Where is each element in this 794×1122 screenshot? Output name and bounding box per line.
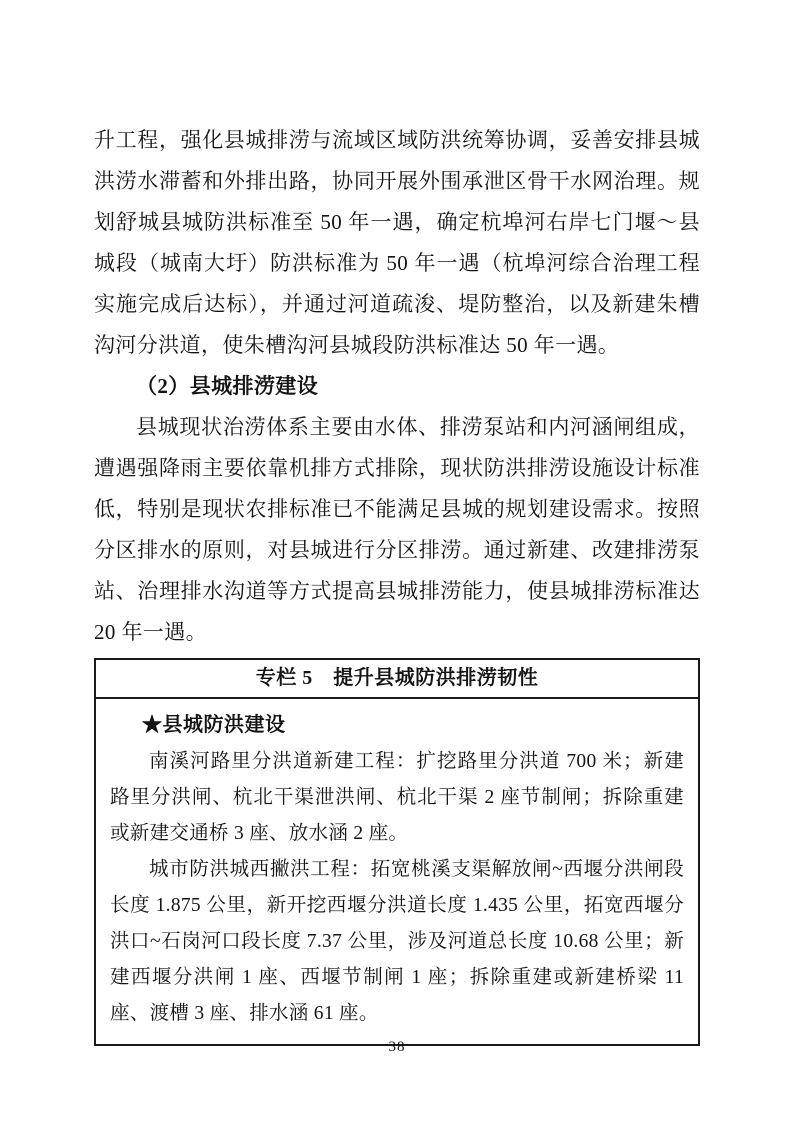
body-paragraph: 县城现状治涝体系主要由水体、排涝泵站和内河涵闸组成，遭遇强降雨主要依靠机排方式排除，现状防洪排涝设施设计标准低，特别是现状农排标准已不能满足县城的规划建设需求。按照分区排水的原则，对县城进行分区排涝。通过新建、改建排涝泵站、治理排水沟道等方式提高县城排涝能力，使县城排涝标准达 20 年一遇。 [94, 415, 700, 644]
page-content [94, 120, 700, 1046]
callout-subsection-heading: ★县城防洪建设 [142, 714, 286, 736]
callout-box-title: 专栏 5 提升县城防洪排涝韧性 [96, 660, 698, 699]
page-number: 38 [388, 1039, 406, 1055]
section-heading: （2）县城排涝建设 [136, 374, 319, 398]
page-footer [0, 1038, 794, 1056]
callout-box-body [96, 699, 698, 1044]
callout-paragraph-1: 南溪河路里分洪道新建工程：扩挖路里分洪道 700 米；新建路里分洪闸、杭北干渠泄洪闸、杭北干渠 2 座节制闸；拆除重建或新建交通桥 3 座、放水涵 2 座。 [110, 751, 684, 844]
callout-paragraph-2: 城市防洪城西撇洪工程：拓宽桃溪支渠解放闸~西堰分洪闸段长度 1.875 公里，新开挖西堰分洪道长度 1.435 公里，拓宽西堰分洪口~石岗河口段长度 7.37 公里，涉及河道总长度 10.68 公里；新建西堰分洪闸 1 座、西堰节制闸 1 座；拆除重建或新建桥梁 11 座、渡槽 3 座、排水涵 61 座。 [110, 859, 684, 1024]
continuation-paragraph: 升工程，强化县城排涝与流域区域防洪统筹协调，妥善安排县城洪涝水滞蓄和外排出路，协同开展外围承泄区骨干水网治理。规划舒城县城防洪标准至 50 年一遇，确定杭埠河右岸七门堰～县城段（城南大圩）防洪标准为 50 年一遇（杭埠河综合治理工程实施完成后达标），并通过河道疏浚、堤防整治，以及新建朱槽沟河分洪道，使朱槽沟河县城段防洪标准达 50 年一遇。 [94, 128, 700, 357]
callout-box [94, 658, 700, 1046]
